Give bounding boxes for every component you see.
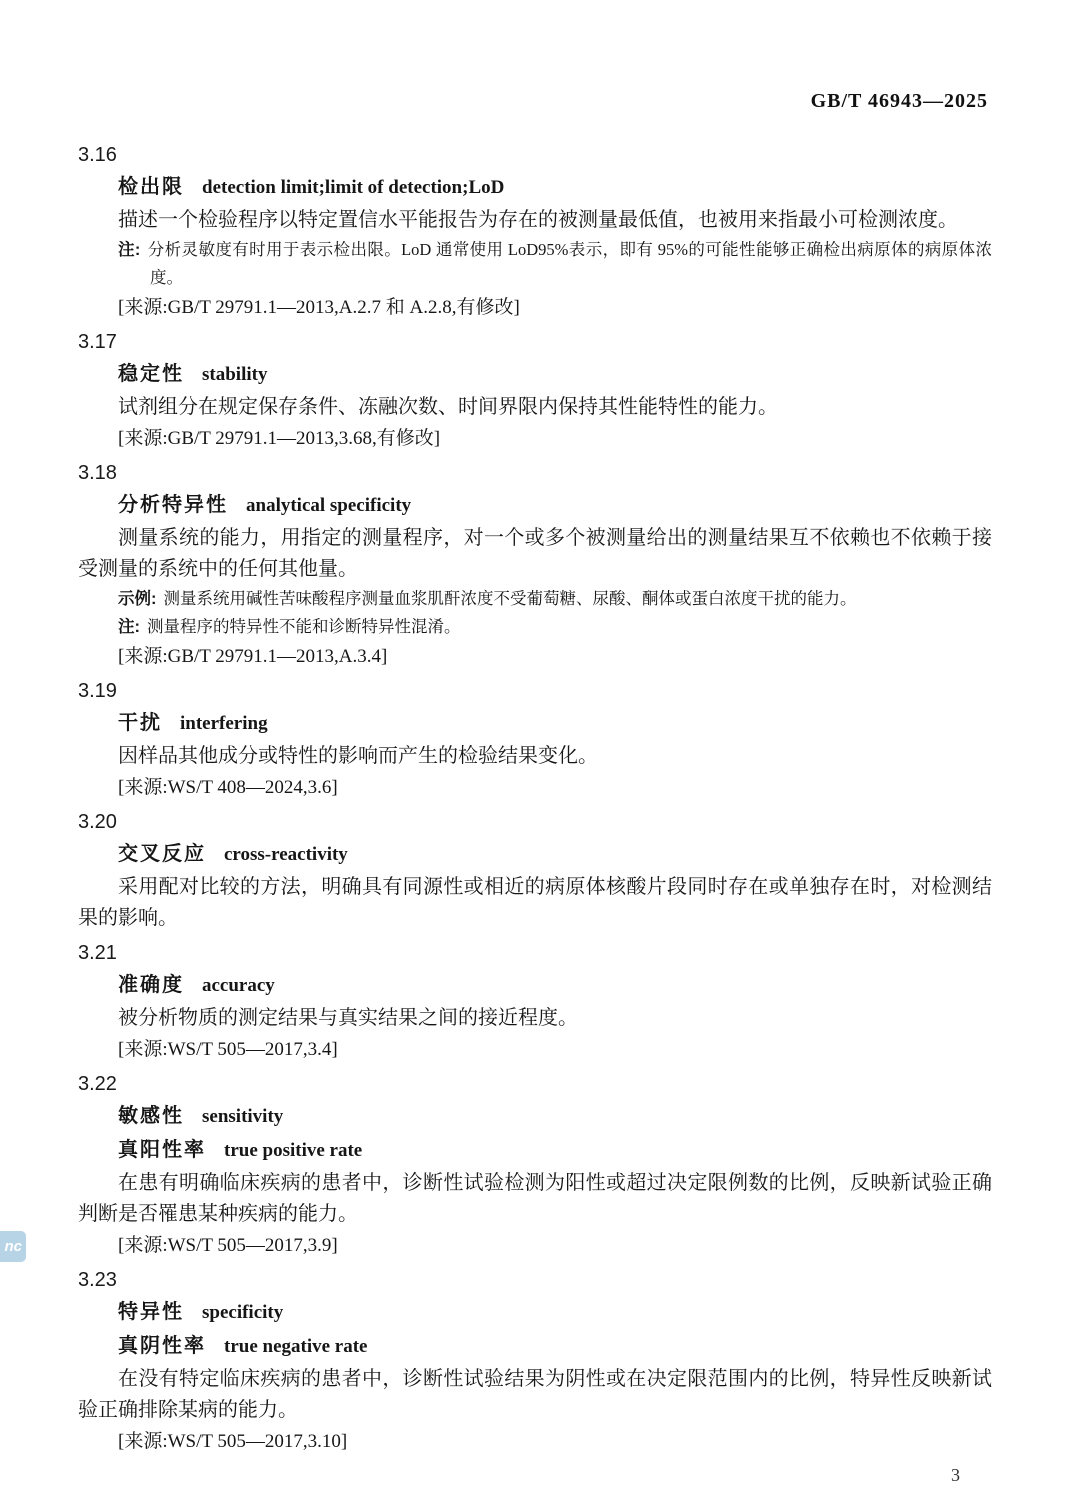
term-en: stability <box>202 364 268 385</box>
definition-text: 在没有特定临床疾病的患者中，诊断性试验结果为阴性或在决定限范围内的比例，特异性反映新试验正确排除某病的能力。 <box>78 1368 992 1421</box>
definition-text: 描述一个检验程序以特定置信水平能报告为存在的被测量最低值，也被用来指最小可检测浓度。 <box>118 209 958 231</box>
term-zh: 真阳性率 <box>118 1139 206 1161</box>
standard-number-header: GB/T 46943—2025 <box>810 90 988 112</box>
section-number: 3.22 <box>78 1073 117 1095</box>
term-heading <box>78 838 992 872</box>
definition-text: 因样品其他成分或特性的影响而产生的检验结果变化。 <box>118 745 598 767</box>
term-en: true negative rate <box>224 1336 368 1357</box>
term-zh: 真阴性率 <box>118 1335 206 1357</box>
terminology-content <box>78 136 992 1457</box>
definition-text: 在患有明确临床疾病的患者中，诊断性试验检测为阳性或超过决定限例数的比例，反映新试验正确判断是否罹患某种疾病的能力。 <box>78 1172 992 1225</box>
term-heading <box>78 1296 992 1330</box>
term-en: specificity <box>202 1302 284 1323</box>
term-zh: 交叉反应 <box>118 843 206 865</box>
term-zh: 干扰 <box>118 712 162 734</box>
term-en: sensitivity <box>202 1106 284 1127</box>
term-section-3-21 <box>78 937 992 1065</box>
note-block <box>78 613 992 641</box>
source-reference: [来源:GB/T 29791.1—2013,3.68,有修改] <box>118 428 441 449</box>
section-number: 3.21 <box>78 942 117 964</box>
section-number: 3.17 <box>78 331 117 353</box>
source-reference: [来源:WS/T 505—2017,3.10] <box>118 1431 348 1452</box>
term-zh: 敏感性 <box>118 1105 184 1127</box>
term-en: true positive rate <box>224 1140 363 1161</box>
note-text: 测量程序的特异性不能和诊断特异性混淆。 <box>147 617 461 636</box>
term-zh: 准确度 <box>118 974 184 996</box>
definition-text: 被分析物质的测定结果与真实结果之间的接近程度。 <box>118 1007 578 1029</box>
example-block <box>78 585 992 613</box>
term-heading <box>78 489 992 523</box>
term-heading <box>78 969 992 1003</box>
note-label: 注: <box>118 241 141 259</box>
source-reference: [来源:WS/T 505—2017,3.9] <box>118 1235 338 1256</box>
term-heading <box>78 171 992 205</box>
section-number: 3.20 <box>78 811 117 833</box>
term-section-3-20 <box>78 806 992 934</box>
term-en: analytical specificity <box>246 495 412 516</box>
term-section-3-18 <box>78 457 992 672</box>
note-block <box>78 236 992 292</box>
watermark-badge <box>0 1231 26 1262</box>
term-en: accuracy <box>202 975 275 996</box>
definition-text: 试剂组分在规定保存条件、冻融次数、时间界限内保持其性能特性的能力。 <box>118 396 778 418</box>
note-text: 分析灵敏度有时用于表示检出限。LoD 通常使用 LoD95%表示，即有 95%的可能性能够正确检出病原体的病原体浓度。 <box>147 240 992 287</box>
source-reference: [来源:WS/T 408—2024,3.6] <box>118 777 338 798</box>
term-zh: 检出限 <box>118 176 184 198</box>
term-zh: 特异性 <box>118 1301 184 1323</box>
term-section-3-23 <box>78 1264 992 1457</box>
page-number: 3 <box>951 1465 960 1485</box>
definition-text: 采用配对比较的方法，明确具有同源性或相近的病原体核酸片段同时存在或单独存在时，对检测结果的影响。 <box>78 876 992 929</box>
term-heading-alt <box>78 1134 992 1168</box>
section-number: 3.18 <box>78 462 117 484</box>
note-label: 注: <box>118 618 140 636</box>
section-number: 3.23 <box>78 1269 117 1291</box>
term-section-3-17 <box>78 326 992 454</box>
definition-text: 测量系统的能力，用指定的测量程序，对一个或多个被测量给出的测量结果互不依赖也不依赖于接受测量的系统中的任何其他量。 <box>78 527 992 580</box>
term-zh: 分析特异性 <box>118 494 228 516</box>
term-heading <box>78 1100 992 1134</box>
source-reference: [来源:GB/T 29791.1—2013,A.3.4] <box>118 646 388 667</box>
term-heading <box>78 707 992 741</box>
term-en: cross-reactivity <box>224 844 348 865</box>
term-section-3-16 <box>78 139 992 323</box>
term-heading-alt <box>78 1330 992 1364</box>
term-zh: 稳定性 <box>118 363 184 385</box>
watermark-text: nc <box>4 1238 22 1255</box>
term-en: detection limit;limit of detection;LoD <box>202 177 505 198</box>
term-heading <box>78 358 992 392</box>
term-section-3-22 <box>78 1068 992 1261</box>
section-number: 3.16 <box>78 144 117 166</box>
example-label: 示例: <box>118 590 157 608</box>
term-section-3-19 <box>78 675 992 803</box>
example-text: 测量系统用碱性苦味酸程序测量血浆肌酐浓度不受葡萄糖、尿酸、酮体或蛋白浓度干扰的能力。 <box>163 589 857 608</box>
section-number: 3.19 <box>78 680 117 702</box>
term-en: interfering <box>180 713 268 734</box>
source-reference: [来源:WS/T 505—2017,3.4] <box>118 1039 338 1060</box>
source-reference: [来源:GB/T 29791.1—2013,A.2.7 和 A.2.8,有修改] <box>118 297 520 318</box>
